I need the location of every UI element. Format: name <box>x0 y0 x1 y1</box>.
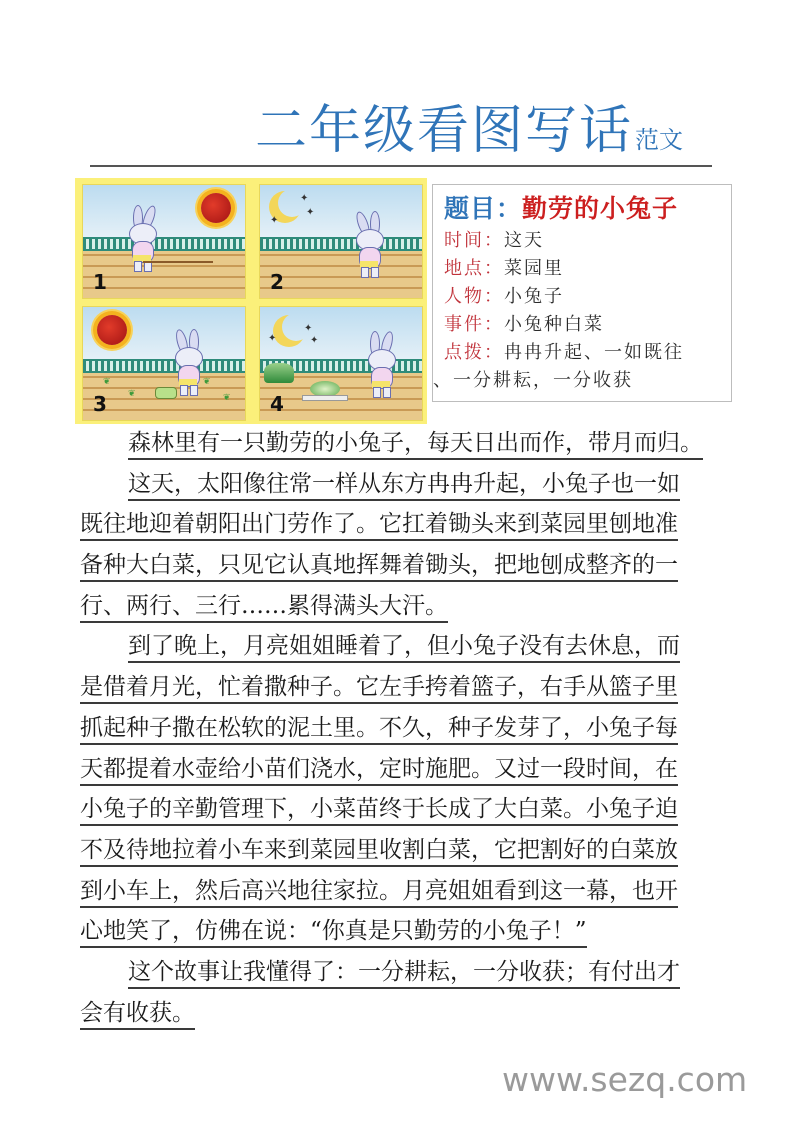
essay-line: 到了晚上，月亮姐姐睡着了，但小兔子没有去休息，而 <box>80 626 730 667</box>
essay-line: 抓起种子撒在松软的泥土里。不久，种子发芽了，小兔子每 <box>80 708 730 749</box>
panel-number: 4 <box>270 392 284 416</box>
info-label: 地点： <box>444 258 504 279</box>
comic-frame-3: ❦ ❦ ❦ ❦ 3 <box>82 306 246 421</box>
info-value: 小兔子 <box>504 286 564 307</box>
essay-line: 天都提着水壶给小苗们浇水，定时施肥。又过一段时间，在 <box>80 749 730 790</box>
essay-line: 备种大白菜，只见它认真地挥舞着锄头，把地刨成整齐的一 <box>80 545 730 586</box>
page-title: 二年级看图写话 <box>255 101 634 161</box>
sun-icon <box>97 315 127 345</box>
essay-line: 这天，太阳像往常一样从东方冉冉升起，小兔子也一如 <box>80 464 730 505</box>
star-icon: ✦ <box>310 335 319 346</box>
page-header <box>255 100 683 166</box>
essay-line: 既往地迎着朝阳出门劳作了。它扛着锄头来到菜园里刨地准 <box>80 504 730 545</box>
info-value: 菜园里 <box>504 258 564 279</box>
essay-line: 不及待地拉着小车来到菜园里收割白菜，它把割好的白菜放 <box>80 830 730 871</box>
panel-number: 1 <box>93 270 107 294</box>
info-row-hint <box>444 339 731 367</box>
info-label: 点拨： <box>444 342 504 363</box>
sun-icon <box>201 193 231 223</box>
essay-line: 这个故事让我懂得了：一分耕耘，一分收获；有付出才 <box>80 952 730 993</box>
essay-line: 小兔子的辛勤管理下，小菜苗终于长成了大白菜。小兔子迫 <box>80 789 730 830</box>
page-subtitle: 范文 <box>635 126 684 154</box>
panel-number: 2 <box>270 270 284 294</box>
rabbit-icon <box>364 331 398 395</box>
topic-label: 题目： <box>444 194 523 223</box>
essay-line: 到小车上，然后高兴地往家拉。月亮姐姐看到这一幕，也开 <box>80 871 730 912</box>
cabbage-plants-icon <box>264 363 294 383</box>
star-icon: ✦ <box>306 207 315 218</box>
info-row-place <box>444 255 731 283</box>
essay-body <box>80 423 730 1033</box>
info-value: 小兔种白菜 <box>504 314 604 335</box>
essay-line: 是借着月光，忙着撒种子。它左手挎着篮子，右手从篮子里 <box>80 667 730 708</box>
rabbit-icon <box>125 205 159 269</box>
essay-line: 心地笑了，仿佛在说：“你真是只勤劳的小兔子！” <box>80 911 730 952</box>
hoe-icon <box>143 261 213 263</box>
cart-icon <box>302 395 348 401</box>
topic-value: 勤劳的小兔子 <box>522 194 679 223</box>
essay-line: 会有收获。 <box>80 993 730 1034</box>
watermark-url: www.sezq.com <box>502 1060 748 1099</box>
comic-frame-4 <box>259 306 423 421</box>
info-label: 人物： <box>444 286 504 307</box>
essay-line: 行、两行、三行……累得满头大汗。 <box>80 586 730 627</box>
info-label: 事件： <box>444 314 504 335</box>
info-row-character <box>444 283 731 311</box>
fence-icon <box>83 359 245 373</box>
rabbit-icon <box>352 211 386 275</box>
watering-can-icon <box>155 387 177 399</box>
star-icon: ✦ <box>300 193 309 204</box>
essay-line: 森林里有一只勤劳的小兔子，每天日出而作，带月而归。 <box>80 423 730 464</box>
topic-line <box>444 191 731 227</box>
star-icon: ✦ <box>270 215 279 226</box>
rabbit-icon <box>171 329 205 393</box>
comic-frame-1 <box>82 184 246 299</box>
comic-frame-2 <box>259 184 423 299</box>
illustration-panel <box>75 178 427 424</box>
info-value: 这天 <box>504 230 544 251</box>
info-label: 时间： <box>444 230 504 251</box>
star-icon: ✦ <box>304 323 313 334</box>
info-value: 冉冉升起、一如既往 <box>504 342 684 363</box>
star-icon: ✦ <box>268 333 277 344</box>
panel-number: 3 <box>93 392 107 416</box>
info-row-event <box>444 311 731 339</box>
info-hint-continuation: 、一分耕耘，一分收获 <box>433 370 633 391</box>
topic-info-box <box>432 184 732 402</box>
info-row-time <box>444 227 731 255</box>
fence-icon <box>260 237 422 251</box>
fence-icon <box>83 237 245 251</box>
title-divider <box>90 165 712 167</box>
